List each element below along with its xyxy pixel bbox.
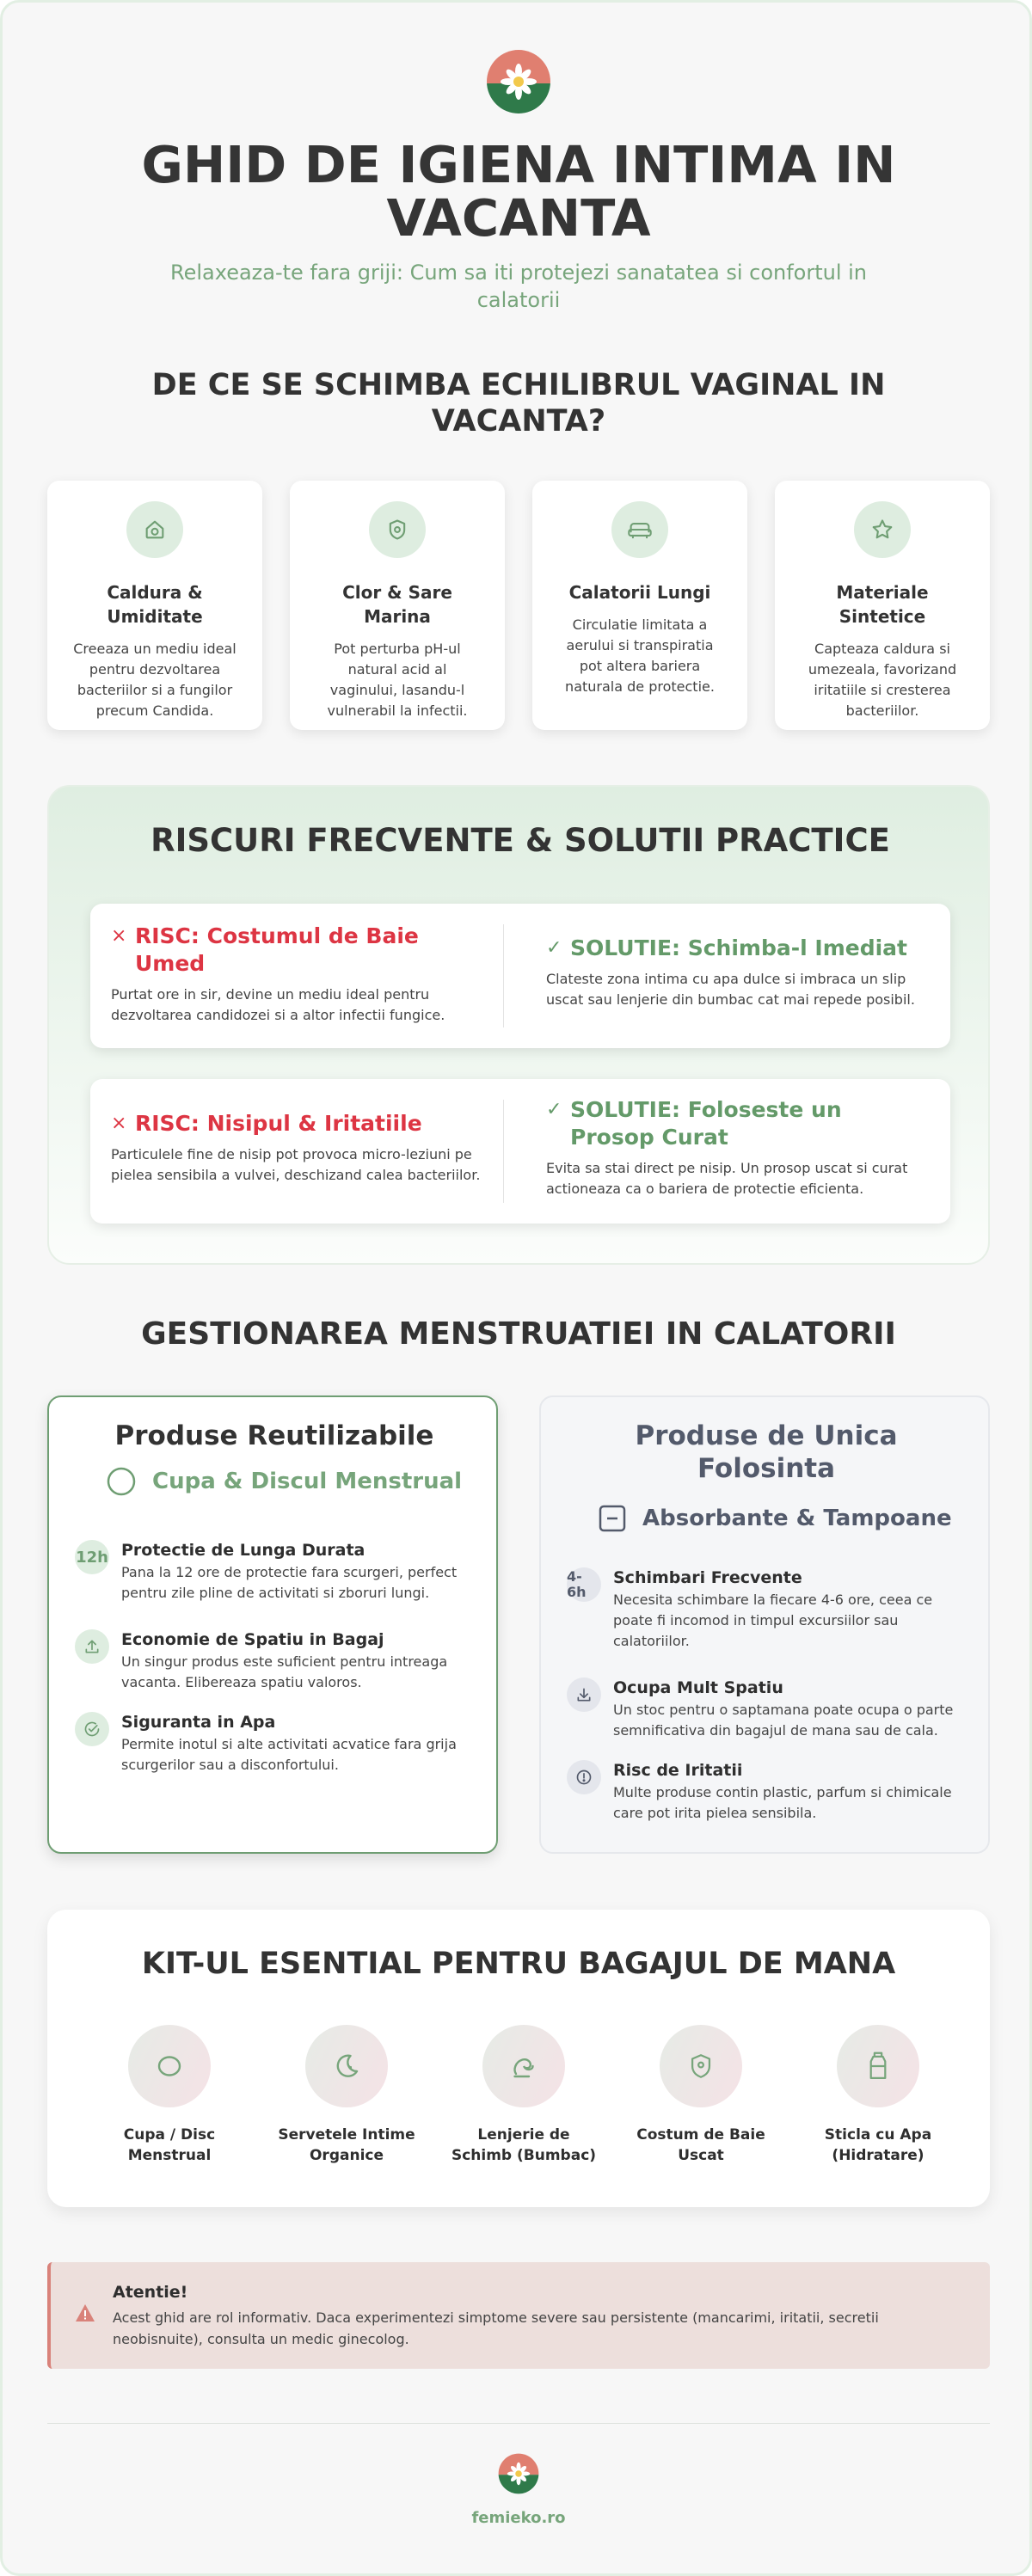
feature-text: Multe produse contin plastic, parfum si chimicale care pot irita pielea sensibila. xyxy=(613,1784,952,1821)
risk-text: Particulele fine de nisip pot provoca micro-leziuni pe pielea sensibila a vulvei, deschizand calea bacteriilor. xyxy=(111,1146,481,1183)
cause-title: Materiale Sintetice xyxy=(836,582,929,627)
footer-site-link[interactable]: femieko.ro xyxy=(471,2509,566,2527)
kit-panel xyxy=(47,1910,990,2207)
brand-logo[interactable] xyxy=(486,49,551,114)
card-subtitle xyxy=(598,1504,952,1533)
hours-badge-icon: 4-6h xyxy=(567,1567,601,1602)
cause-text: Creeaza un mediu ideal pentru dezvoltarea bacteriilor si a fungilor precum Candida. xyxy=(73,641,236,719)
reusable-products-card xyxy=(47,1395,498,1854)
risk-title: RISC: Nisipul & Iritatiile xyxy=(135,1111,422,1136)
feature-text: Necesita schimbare la fiecare 4-6 ore, ceea ce poate fi incomod in timpul excursiilor sau calatoriilor. xyxy=(613,1592,933,1649)
kit-label: Cupa / Disc Menstrual xyxy=(123,2126,216,2164)
check-circle-icon xyxy=(75,1712,109,1746)
card-subtitle-text: Cupa & Discul Menstrual xyxy=(152,1469,463,1494)
divider xyxy=(503,1100,504,1203)
kit-item xyxy=(269,2025,424,2166)
download-icon xyxy=(567,1677,601,1712)
risk-block xyxy=(111,1110,489,1186)
kit-item xyxy=(92,2025,247,2166)
feature-item xyxy=(567,1677,971,1741)
cause-text: Capteaza caldura si umezeala, favorizand iritatiile si cresterea bacteriilor. xyxy=(808,641,957,719)
feature-item xyxy=(567,1760,971,1824)
solution-block xyxy=(546,935,929,1010)
feature-title: Protectie de Lunga Durata xyxy=(121,1541,366,1560)
hours-badge-icon: 12h xyxy=(75,1540,109,1574)
risk-solution-card xyxy=(90,1079,950,1224)
close-icon: × xyxy=(111,1113,127,1134)
feature-text: Pana la 12 ore de protectie fara scurgeri, perfect pentru zile pline de activitati si zboruri lungi. xyxy=(121,1564,458,1601)
shield-icon xyxy=(369,501,426,558)
cause-title: Calatorii Lungi xyxy=(568,582,711,603)
solution-text: Clateste zona intima cu apa dulce si imbraca un slip uscat sau lenjerie din bumbac cat mai repede posibil. xyxy=(546,971,915,1008)
alert-circle-icon xyxy=(567,1760,601,1794)
risk-block xyxy=(111,923,481,1026)
kit-label: Servetele Intime Organice xyxy=(278,2126,415,2164)
alert-text: Acest ghid are rol informativ. Daca experimentezi simptome severe sau persistente (mancarimi, iritatii, secretii neobisnuite), consulta un medic ginecolog. xyxy=(113,2309,879,2347)
solution-text: Evita sa stai direct pe nisip. Un prosop uscat si curat actioneaza ca o bariera de protectie eficienta. xyxy=(546,1160,908,1197)
close-icon: × xyxy=(111,925,127,947)
warning-icon xyxy=(75,2303,95,2326)
bottle-icon xyxy=(837,2025,919,2107)
disclaimer-alert xyxy=(47,2262,990,2369)
cup-icon xyxy=(128,2025,211,2107)
kit-item xyxy=(446,2025,601,2166)
divider xyxy=(503,924,504,1027)
feature-text: Un singur produs este suficient pentru intreaga vacanta. Elibereaza spatiu valoros. xyxy=(121,1653,448,1690)
solution-block xyxy=(546,1096,929,1199)
solution-title: SOLUTIE: Foloseste un Prosop Curat xyxy=(570,1097,842,1150)
cause-card-synthetic xyxy=(775,481,990,730)
circle-icon xyxy=(106,1466,137,1497)
footer-divider xyxy=(47,2423,990,2424)
moon-icon xyxy=(305,2025,388,2107)
star-icon xyxy=(854,501,911,558)
risks-section-title: RISCURI FRECVENTE & SOLUTII PRACTICE xyxy=(150,822,890,859)
page-title: GHID DE IGIENA INTIMA IN VACANTA xyxy=(141,135,896,248)
feature-text: Permite inotul si alte activitati acvatice fara grija scurgerilor sau a disconfortului. xyxy=(121,1736,457,1773)
feature-title: Ocupa Mult Spatiu xyxy=(613,1678,783,1697)
risks-panel xyxy=(47,785,990,1265)
upload-icon xyxy=(75,1629,109,1664)
feature-item xyxy=(567,1567,971,1652)
risk-text: Purtat ore in sir, devine un mediu ideal pentru dezvoltarea candidozei si a altor infectii fungice. xyxy=(111,986,445,1023)
cause-card-heat xyxy=(47,481,262,730)
cause-text: Circulatie limitata a aerului si transpiratia pot altera bariera naturala de protectie. xyxy=(565,616,715,695)
kit-item xyxy=(624,2025,778,2166)
cotton-icon xyxy=(482,2025,565,2107)
feature-title: Economie de Spatiu in Bagaj xyxy=(121,1630,384,1649)
feature-title: Schimbari Frecvente xyxy=(613,1568,802,1587)
alert-title: Atentie! xyxy=(113,2283,188,2302)
risk-solution-card xyxy=(90,904,950,1048)
kit-label: Lenjerie de Schimb (Bumbac) xyxy=(451,2126,597,2164)
feature-item xyxy=(75,1540,479,1604)
risk-title: RISC: Costumul de Baie Umed xyxy=(135,923,419,976)
feature-item xyxy=(75,1629,479,1693)
cause-title: Clor & Sare Marina xyxy=(342,582,452,627)
cause-card-chlorine xyxy=(290,481,505,730)
card-subtitle xyxy=(106,1466,462,1497)
kit-label: Costum de Baie Uscat xyxy=(636,2126,765,2164)
solution-title: SOLUTIE: Schimba-l Imediat xyxy=(570,935,907,960)
footer-logo[interactable] xyxy=(498,2453,539,2494)
kit-item xyxy=(801,2025,955,2166)
swimsuit-shield-icon xyxy=(660,2025,742,2107)
heat-icon xyxy=(126,501,183,558)
check-icon: ✓ xyxy=(546,1099,562,1120)
cause-text: Pot perturba pH-ul natural acid al vaginului, lasandu-l vulnerabil la infectii. xyxy=(327,641,468,719)
feature-title: Risc de Iritatii xyxy=(613,1761,743,1780)
causes-section-title: DE CE SE SCHIMBA ECHILIBRUL VAGINAL IN VACANTA? xyxy=(151,368,886,439)
kit-label: Sticla cu Apa (Hidratare) xyxy=(824,2126,932,2164)
card-title: Produse Reutilizabile xyxy=(114,1420,434,1451)
feature-item xyxy=(75,1712,479,1776)
pad-icon xyxy=(598,1504,627,1533)
page-subtitle: Relaxeaza-te fara griji: Cum sa iti protejezi sanatatea si confortul in calatorii xyxy=(169,261,868,312)
menstruation-section-title: GESTIONAREA MENSTRUATIEI IN CALATORII xyxy=(141,1316,896,1352)
disposable-products-card xyxy=(539,1395,990,1854)
card-title: Produse de Unica Folosinta xyxy=(635,1420,898,1484)
check-icon: ✓ xyxy=(546,937,562,959)
cause-title: Caldura & Umiditate xyxy=(107,582,203,627)
cause-card-travel xyxy=(532,481,747,730)
car-seat-icon xyxy=(611,501,668,558)
card-subtitle-text: Absorbante & Tampoane xyxy=(642,1506,952,1531)
feature-title: Siguranta in Apa xyxy=(121,1713,276,1732)
kit-section-title: KIT-UL ESENTIAL PENTRU BAGAJUL DE MANA xyxy=(141,1947,896,1981)
feature-text: Un stoc pentru o saptamana poate ocupa o parte semnificativa din bagajul de mana sau de cala. xyxy=(613,1702,954,1739)
